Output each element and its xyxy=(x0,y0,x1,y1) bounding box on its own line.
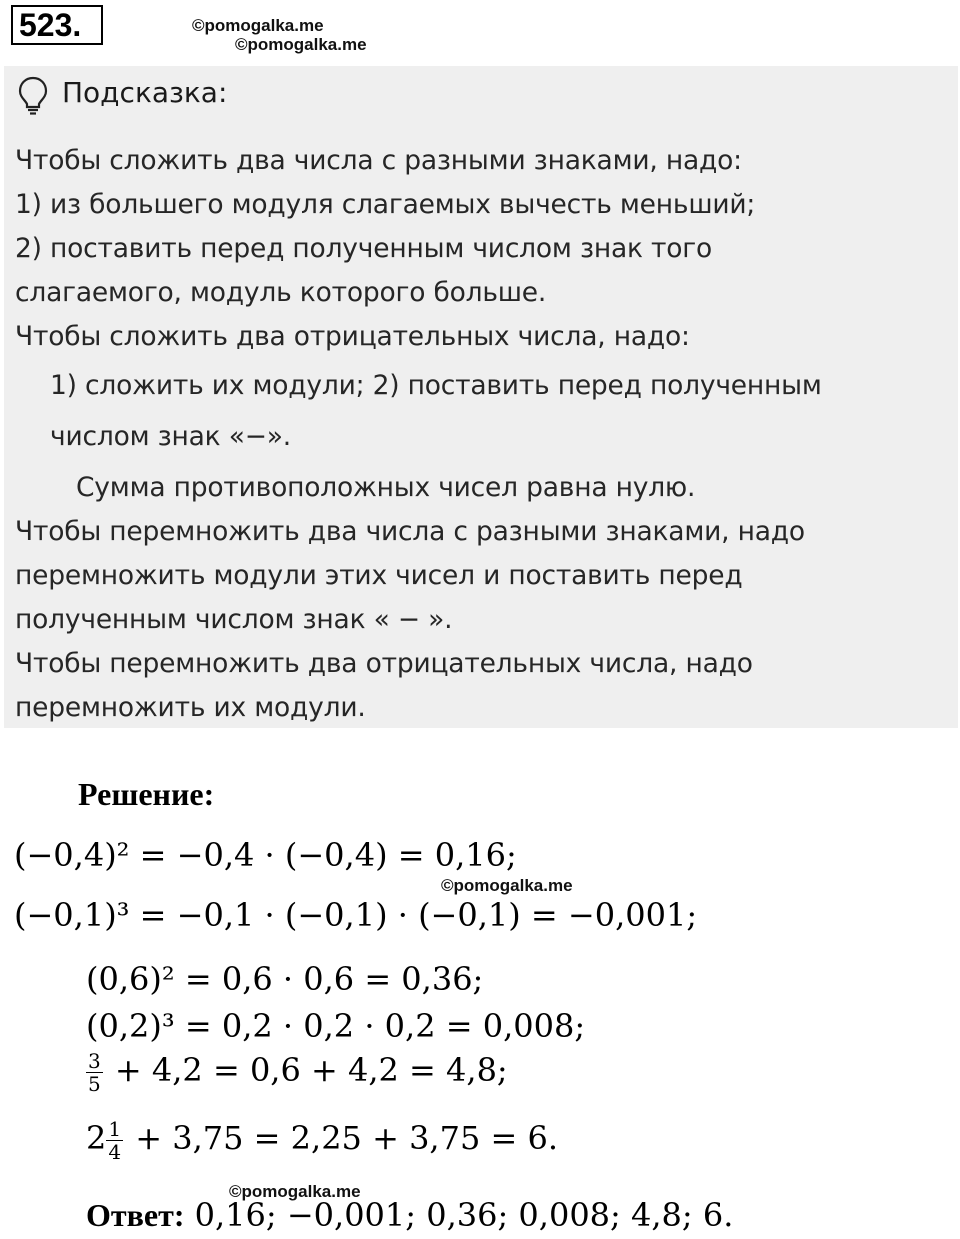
hint-line: числом знак «−». xyxy=(50,421,291,452)
equation: (0,6)² = 0,6 · 0,6 = 0,36; xyxy=(86,960,484,998)
hint-line: Чтобы сложить два отрицательных числа, надо: xyxy=(15,321,690,352)
hint-line: 2) поставить перед полученным числом знак того xyxy=(15,233,713,264)
hint-line: Сумма противоположных чисел равна нулю. xyxy=(76,472,696,503)
watermark: ©pomogalka.me xyxy=(229,1182,361,1201)
hint-line: перемножить их модули. xyxy=(15,692,366,723)
hint-title: Подсказка: xyxy=(62,76,228,109)
hint-line: 1) сложить их модули; 2) поставить перед полученным xyxy=(50,370,822,401)
whole-part: 2 xyxy=(86,1119,107,1157)
task-number: 523. xyxy=(11,5,103,45)
answer xyxy=(86,1196,733,1234)
hint-line: Чтобы перемножить два отрицательных числа, надо xyxy=(15,648,753,679)
watermark: ©pomogalka.me xyxy=(441,876,573,895)
hint-line: полученным числом знак « − ». xyxy=(15,604,453,635)
equation-rest: + 4,2 = 0,6 + 4,2 = 4,8; xyxy=(104,1051,508,1089)
hint-line: Чтобы перемножить два числа с разными знаками, надо xyxy=(15,516,805,547)
fraction-numerator: 3 xyxy=(88,1049,101,1073)
equation-rest: + 3,75 = 2,25 + 3,75 = 6. xyxy=(125,1119,558,1157)
equation: (−0,1)³ = −0,1 · (−0,1) · (−0,1) = −0,001; xyxy=(14,896,698,934)
equation: (0,2)³ = 0,2 · 0,2 · 0,2 = 0,008; xyxy=(86,1007,586,1045)
equation xyxy=(86,1050,508,1095)
lightbulb-icon xyxy=(18,76,48,116)
fraction-numerator: 1 xyxy=(108,1117,122,1141)
answer-label: Ответ: xyxy=(86,1197,185,1233)
hint-line: 1) из большего модуля слагаемых вычесть меньший; xyxy=(15,189,756,220)
fraction xyxy=(106,1118,123,1163)
fraction-denominator: 5 xyxy=(88,1072,101,1096)
fraction-denominator: 4 xyxy=(108,1140,122,1164)
watermark: ©pomogalka.me xyxy=(235,35,367,54)
hint-line: перемножить модули этих чисел и поставить перед xyxy=(15,560,743,591)
equation: (−0,4)² = −0,4 · (−0,4) = 0,16; xyxy=(14,836,517,874)
solution-title: Решение: xyxy=(78,776,215,812)
fraction xyxy=(86,1050,103,1095)
equation xyxy=(86,1118,558,1163)
watermark: ©pomogalka.me xyxy=(192,16,324,35)
hint-line: Чтобы сложить два числа с разными знаками, надо: xyxy=(15,145,742,176)
answer-value: 0,16; −0,001; 0,36; 0,008; 4,8; 6. xyxy=(184,1196,734,1234)
hint-line: слагаемого, модуль которого больше. xyxy=(15,277,547,308)
